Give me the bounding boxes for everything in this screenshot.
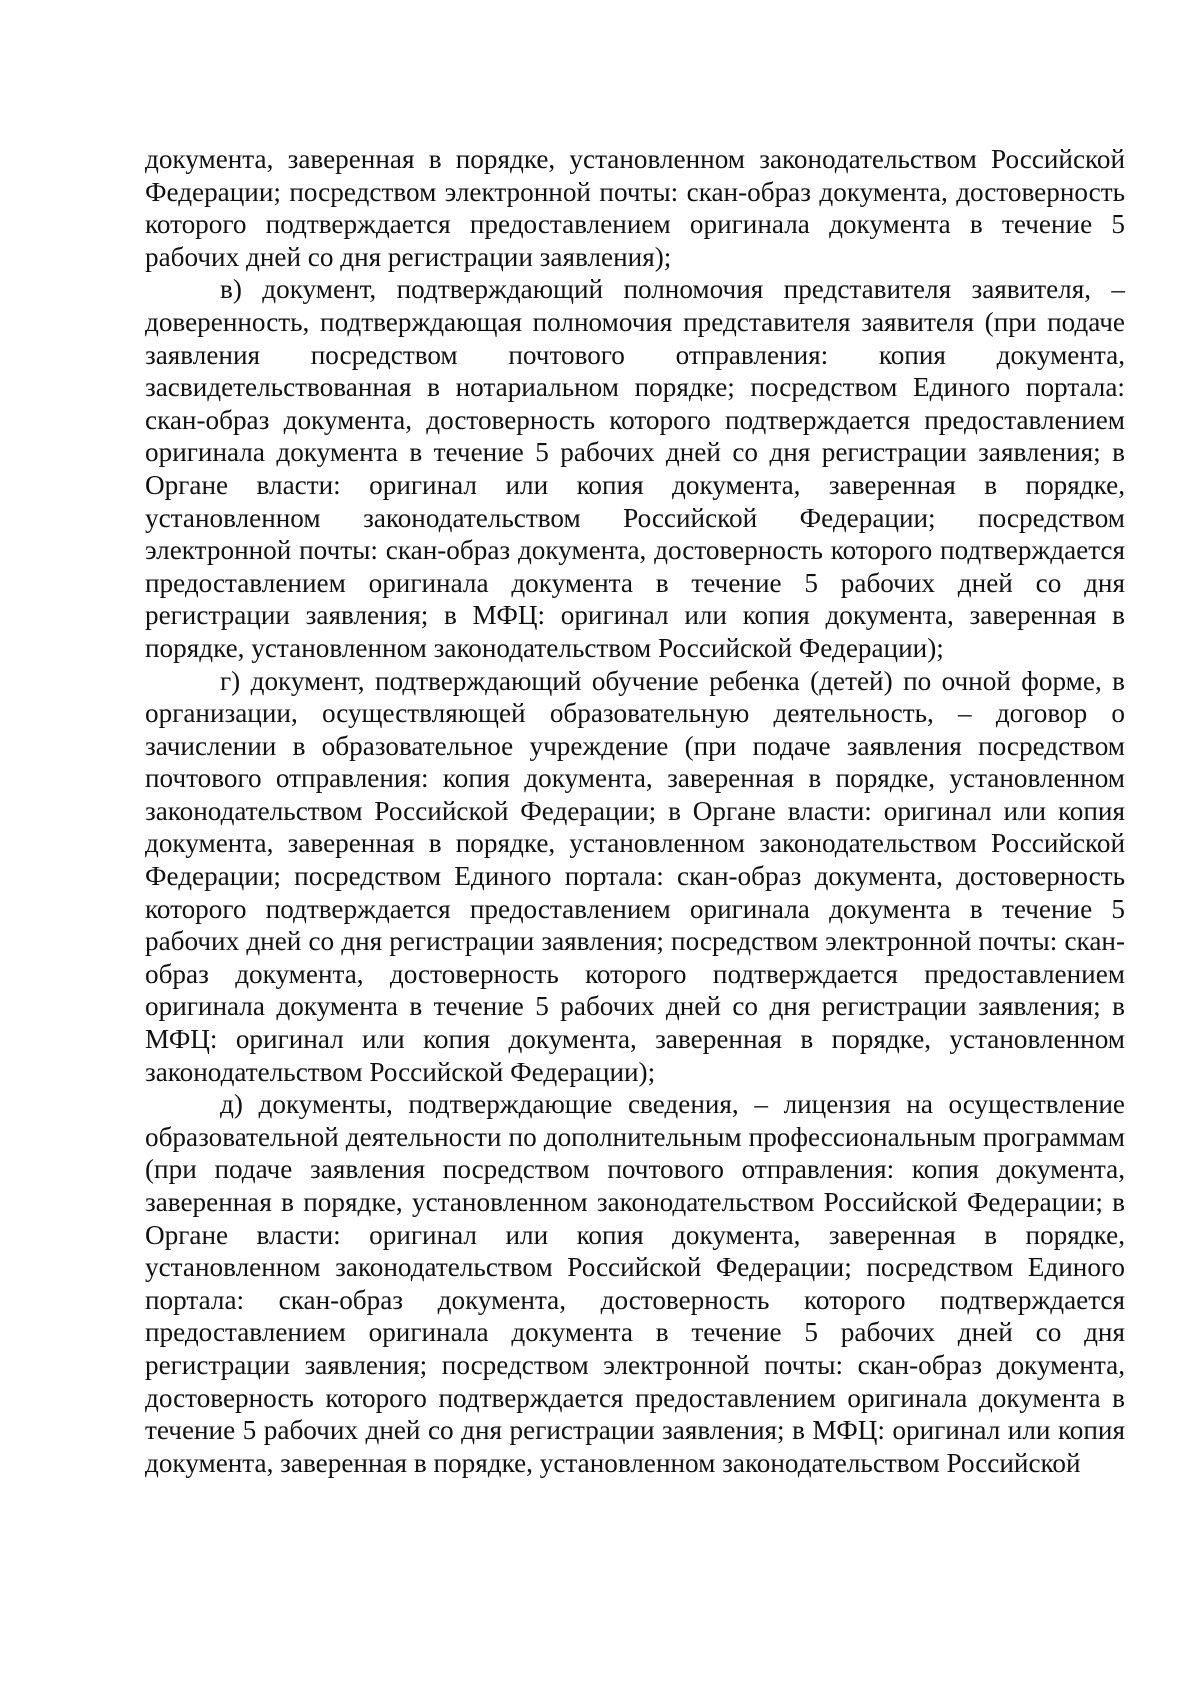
paragraph-item-g: г) документ, подтверждающий обучение ребенка (детей) по очной форме, в организации, осуществляющей образовательную деятельность, – договор о зачислении в образовательное учреждение (при подаче заявления посредством почтового отправления: копия документа, заверенная в порядке, установленном законодательством Российской Федерации; в Органе власти: оригинал или копия документа, заверенная в порядке, установленном законодательством Российской Федерации; посредством Единого портала: скан-образ документа, достоверность которого подтверждается предоставлением оригинала документа в течение 5 рабочих дней со дня регистрации заявления; посредством электронной почты: скан-образ документа, достоверность которого подтверждается предоставлением оригинала документа в течение 5 рабочих дней со дня регистрации заявления; в МФЦ: оригинал или копия документа, заверенная в порядке, установленном законодательством Российской Федерации); [145, 665, 1125, 1087]
paragraph-continuation: документа, заверенная в порядке, установленном законодательством Российской Федерации; посредством электронной почты: скан-образ документа, достоверность которого подтверждается предоставлением оригинала документа в течение 5 рабочих дней со дня регистрации заявления); [145, 144, 1125, 272]
paragraph-item-d: д) документы, подтверждающие сведения, – лицензия на осуществление образовательной деятельности по дополнительным профессиональным программам (при подаче заявления посредством почтового отправления: копия документа, заверенная в порядке, установленном законодательством Российской Федерации; в Органе власти: оригинал или копия документа, заверенная в порядке, установленном законодательством Российской Федерации; посредством Единого портала: скан-образ документа, достоверность которого подтверждается предоставлением оригинала документа в течение 5 рабочих дней со дня регистрации заявления; посредством электронной почты: скан-образ документа, достоверность которого подтверждается предоставлением оригинала документа в течение 5 рабочих дней со дня регистрации заявления; в МФЦ: оригинал или копия документа, заверенная в порядке, установленном законодательством Российской [145, 1089, 1125, 1478]
paragraph-item-v: в) документ, подтверждающий полномочия представителя заявителя, – доверенность, подтверждающая полномочия представителя заявителя (при подаче заявления посредством почтового отправления: копия документа, засвидетельствованная в нотариальном порядке; посредством Единого портала: скан-образ документа, достоверность которого подтверждается предоставлением оригинала документа в течение 5 рабочих дней со дня регистрации заявления; в Органе власти: оригинал или копия документа, заверенная в порядке, установленном законодательством Российской Федерации; посредством электронной почты: скан-образ документа, достоверность которого подтверждается предоставлением оригинала документа в течение 5 рабочих дней со дня регистрации заявления; в МФЦ: оригинал или копия документа, заверенная в порядке, установленном законодательством Российской Федерации); [145, 274, 1125, 663]
document-body [145, 143, 1125, 1479]
